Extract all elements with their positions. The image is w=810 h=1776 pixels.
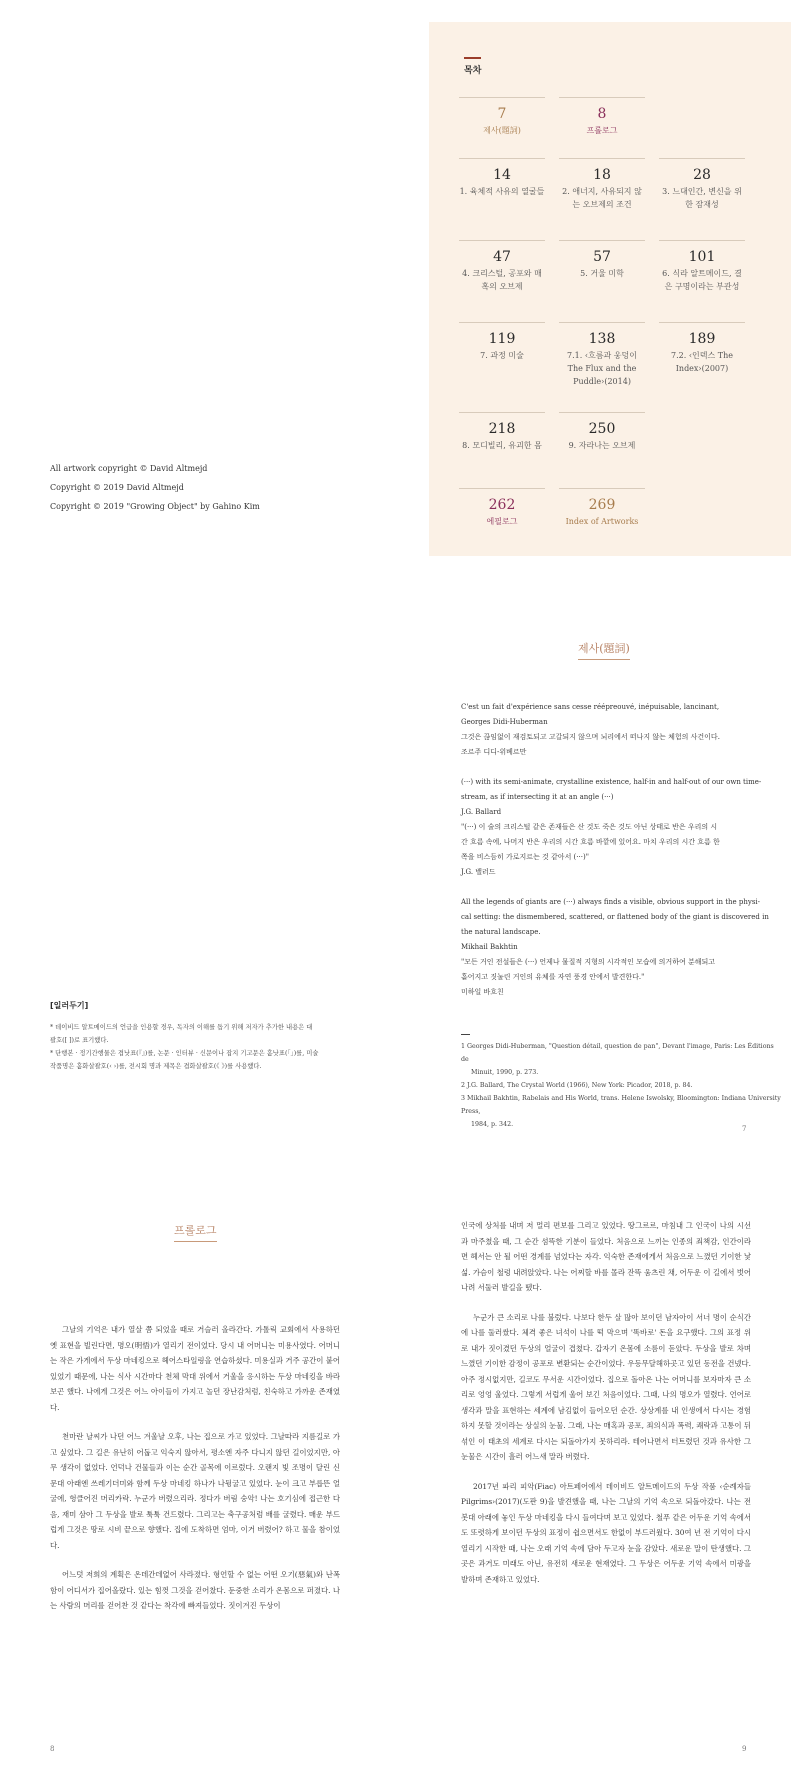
epigraph-line: J.G. Ballard [461,808,502,816]
toc-entry[interactable]: 8 프롤로그 [559,97,645,137]
footnotes [461,1034,781,1131]
page-number: 7 [742,1125,747,1133]
epigraph-line: 조르주 디디-위베르만 [461,748,527,756]
readme-line: * 단행본 · 정기간행물은 겹낫표(『』)를, 논문 · 인터뷰 · 신문이나 잡지 기고문은 홑낫표(「」)를, 미술 [50,1050,319,1057]
epigraph-line: "(···) 이 술의 크리스털 같은 존재들은 산 것도 죽은 것도 아닌 상태로 반은 우리의 시 [461,823,718,831]
toc-entry[interactable]: 138 7.1. ‹흐름과 웅덩이 The Flux and the Puddle›(2014) [559,322,645,388]
epigraph-line: 그것은 끊임없이 재검토되고 고갈되지 않으며 뇌리에서 떠나지 않는 체험의 사건이다. [461,733,720,741]
epigraph-text [461,700,781,1000]
toc-entry[interactable]: 7 제사(題詞) [459,97,545,137]
toc-panel [429,22,791,556]
toc-entry[interactable]: 18 2. 애너지, 사유되지 않는 오브제의 조건 [559,158,645,211]
epigraph-title: 제사(題詞) [578,640,630,660]
epigraph-line: stream, as if intersecting it at an angle (···) [461,793,614,801]
toc-entry[interactable]: 189 7.2. ‹인덱스 The Index›(2007) [659,322,745,375]
epigraph-line: 간 흐름 속에, 나머지 반은 우리의 시간 흐름 바깥에 있어요. 마치 우리의 시간 흐름 한 [461,838,720,846]
toc-entry[interactable]: 250 9. 자라나는 오브제 [559,412,645,452]
readme-line: 괄호([ ])로 표기했다. [50,1037,109,1044]
toc-entry[interactable]: 218 8. 모디빌리, 유괴한 몸 [459,412,545,452]
epigraph-line: C'est un fait d'expérience sans cesse réépreouvé, inépuisable, lancinant, [461,703,720,711]
footnote-line: 2 J.G. Ballard, The Crystal World (1966), New York: Picador, 2018, p. 84. [461,1082,693,1089]
toc-entry[interactable]: 47 4. 크리스털, 공포와 매혹의 오브제 [459,240,545,293]
toc-entry[interactable]: 269 Index of Artworks [559,488,645,528]
toc-entry[interactable]: 119 7. 과정 미술 [459,322,545,362]
paragraph: 2017년 파리 피악(Fiac) 아트페어에서 데이비드 알트메이드의 두상 작품 ‹순례자들 Pilgrims›(2017)(도판 9)을 발견했을 때, 나는 그날의 기억 속으로 되돌아갔다. 나는 전봇대 아래에 놓인 두상 마네킹을 다시 들여다며 보고 있었다. 철푸 같은 어두운 기억 속에서도 또렷하게 보이던 두상의 표정이 쉽으면서도 한없이 부드러웠다. 30여 년 전 기억이 다시 열리기 시작한 때, 나는 오래 기억 속에 담아 두고자 눈을 감았다. 새로운 말이 탄생했다. 그곳은 과거도 미래도 아닌, 유전히 새로운 현재였다. 그 두상은 어두운 기억 속에서 미광을 발하며 존재하고 있었다. [461,1481,751,1584]
page-number-right: 9 [742,1745,747,1753]
copyright-line: Copyright © 2019 "Growing Object" by Gahino Kim [50,502,260,511]
toc-entry[interactable]: 14 1. 육체적 사유의 열굴들 [459,158,545,198]
paragraph: 그날의 기억은 내가 열살 쯤 되었을 때로 거슬러 올라간다. 가톨릭 교회에서 사용하던 옛 표현을 빌린다면, 명오(明悟)가 열리기 전이었다. 당시 내 어머니는 미용사였다. 어머니는 작은 가게에서 두상 마네킹으로 헤어스타일링을 연습하셨다. 미용실과 거주 공간이 붙어 있었기 때문에, 나는 식사 시간마다 천체 막대 위에서 거울을 응시하는 두상 마네킹을 바라보곤 했다. 나에게 그것은 어느 아이들이 가지고 놀던 장난감처럼, 친숙하고 가까운 존재였다. [50,1325,341,1412]
footnote-rule [461,1034,470,1035]
readme-line: * 데이비드 알트메이드의 언급을 인용할 경우, 독자의 이해를 돕기 위해 저자가 추가한 내용은 대 [50,1024,313,1031]
footnote-line: 1984, p. 342. [471,1121,514,1128]
footnote-line: 3 Mikhail Bakhtin, Rabelais and His World, trans. Helene Iswolsky, Bloomington: Indiana University Press, [461,1095,781,1115]
toc-entry[interactable]: 28 3. 느대인간, 변신을 위한 잠재성 [659,158,745,211]
epigraph-line: 미하일 바흐친 [461,988,504,996]
copyright-line: All artwork copyright © David Altmejd [50,464,208,473]
paragraph: 어느덧 저희의 계획은 온데간데없어 사라졌다. 형언할 수 없는 어떤 오기(惡氣)와 난폭함이 어디서가 집어올랐다. 있는 힘껏 그것을 걷어찼다. 둔중한 소리가 온몸으로 퍼졌다. 나는 사람의 머리를 걷어찬 것 같다는 착각에 빠져들었다. 짓이겨진 두상이 [50,1570,340,1610]
readme-line: 작품명은 홑화살괄호(‹ ›)를, 전시회 명과 제목은 겹화살괄호(《 》)를 사용했다. [50,1063,262,1070]
epigraph-line: 흩어지고 짓눌린 거인의 유체를 자연 풍경 안에서 발견한다." [461,973,645,981]
epigraph-line: Georges Didi-Huberman [461,718,548,726]
readme-heading: [일러두기] [50,1001,89,1010]
page-number-left: 8 [50,1745,55,1753]
epigraph-line: (···) with its semi-animate, crystalline existence, half-in and half-out of our own time- [461,778,762,786]
prologue-right-column [461,1218,751,1601]
toc-entry[interactable]: 101 6. 식라 알트메이드, 결은 구명이라는 부관성 [659,240,745,293]
epigraph-line: All the legends of giants are (···) always finds a visible, obvious support in the physi- [461,898,761,906]
paragraph: 인국에 상처를 내며 저 멀리 편보를 그리고 있었다. 땅그르르, 마침내 그 인국이 나의 시선과 마주쳤을 때, 그 순간 섬뜩한 기분이 들었다. 처음으로 느끼는 인종의 죄책감, 인간이라면 헤서는 안 될 어떤 경계를 넘었다는 자각. 익숙한 존재에게서 처음으로 느꼈던 기이한 낯섦. 가슴이 철렁 내려앉았다. 나는 어찌할 바를 몰라 잔뜩 움츠린 채, 어두운 이 길에서 벗어나려 서둘러 발길을 뗐다. [461,1221,751,1292]
epigraph-line: Mikhail Bakhtin [461,943,518,951]
paragraph: 누군가 큰 소리로 나를 불렀다. 나보다 한두 살 많아 보이던 남자아이 서너 명이 순식간에 나를 둘러쌌다. 체격 좋은 녀석이 나를 떡 막으며 '똑바로' 돈을 요구했다. 그의 표정 위로 내가 짓이겼던 두상의 얼굴이 겹쳤다. 갑자기 온몸에 소름이 돋았다. 두상을 발로 차며 느꼈던 기이한 감정이 공포로 변환되는 순간이었다. 우등무달해하곳고 있던 동전을 건넸다. 아주 정시없지만, 길코도 무서운 시간이었다. 집으로 돌아온 나는 어머니를 보자마자 큰 소리로 엉엉 울었다. 그렇게 서럽게 울어 보긴 처음이었다. 그때, 나의 명오가 열렸다. 언어로 생각과 말을 표현하는 세계에 남김없이 들어오던 순간. 상상계를 내 인생에서 다시는 경험하지 못할 것이라는 상실의 눈물. 그래, 나는 매혹과 공포, 죄의식과 폭력, 쾌락과 고통이 뒤섞인 이 태초의 세계로 다시는 되돌아가지 못하리라. 테어나면서 터트렸던 것과 유사한 그 눈물은 시간이 흘러 어느새 말라 버렸다. [461,1312,752,1461]
copyright-line: Copyright © 2019 David Altmejd [50,483,184,492]
footnote-line: 1 Georges Didi-Huberman, "Question détail, question de pan", Devant l'image, Paris: Les Éditions de [461,1043,774,1063]
copyright-block [50,459,260,516]
epigraph-line: "모든 거인 전설들은 (···) 언제나 물질적 지형의 시각적인 모습에 의거하여 분해되고 [461,958,715,966]
paragraph: 천마란 날씨가 나던 어느 겨울날 오후, 나는 집으로 가고 있었다. 그날따라 지름길로 가고 싶었다. 그 길은 유난히 어둡고 익숙지 않아서, 평소엔 자주 다니지 않던 길이었지만, 아무 생각이 없었다. 언덕나 건물들과 이는 순간 골목에 이르렀다. 오랜지 빛 조명이 달린 신문대 아래엔 쓰레기더미와 함께 두상 마네킹 하나가 나뒹굴고 있었다. 눈이 크고 부릅뜬 얼굴에, 헝클어진 머리카락. 누군가 버렸으리라. 정다가 버림 숭악! 나는 호기심에 접근한 다음, 재미 삼아 그 두상을 발로 툭툭 건드렸다. 그리고는 축구공처럼 배를 굴렸다. 매운 부드럽게 그것은 땅로 시비 끝으로 향했다. 집에 도착하면 엄마, 이거 버렸어? 하고 물을 참이었다. [50,1432,340,1550]
epigraph-line: J.G. 밸러드 [461,868,496,876]
footnote-line: Minuit, 1990, p. 273. [471,1069,539,1076]
epigraph-line: cal setting: the dismembered, scattered, or flattened body of the giant is discovered in [461,913,769,921]
epigraph-line: 쪽을 비스듬히 가로지르는 것 같아서 (···)" [461,853,589,861]
toc-entry[interactable]: 57 5. 거울 미학 [559,240,645,280]
epigraph-line: the natural landscape. [461,928,541,936]
toc-heading: 목차 [464,57,481,76]
toc-entry[interactable]: 262 에필로그 [459,488,545,528]
prologue-left-column [50,1322,340,1628]
readme-notes [50,1000,340,1073]
prologue-title: 프롤로그 [174,1222,217,1242]
